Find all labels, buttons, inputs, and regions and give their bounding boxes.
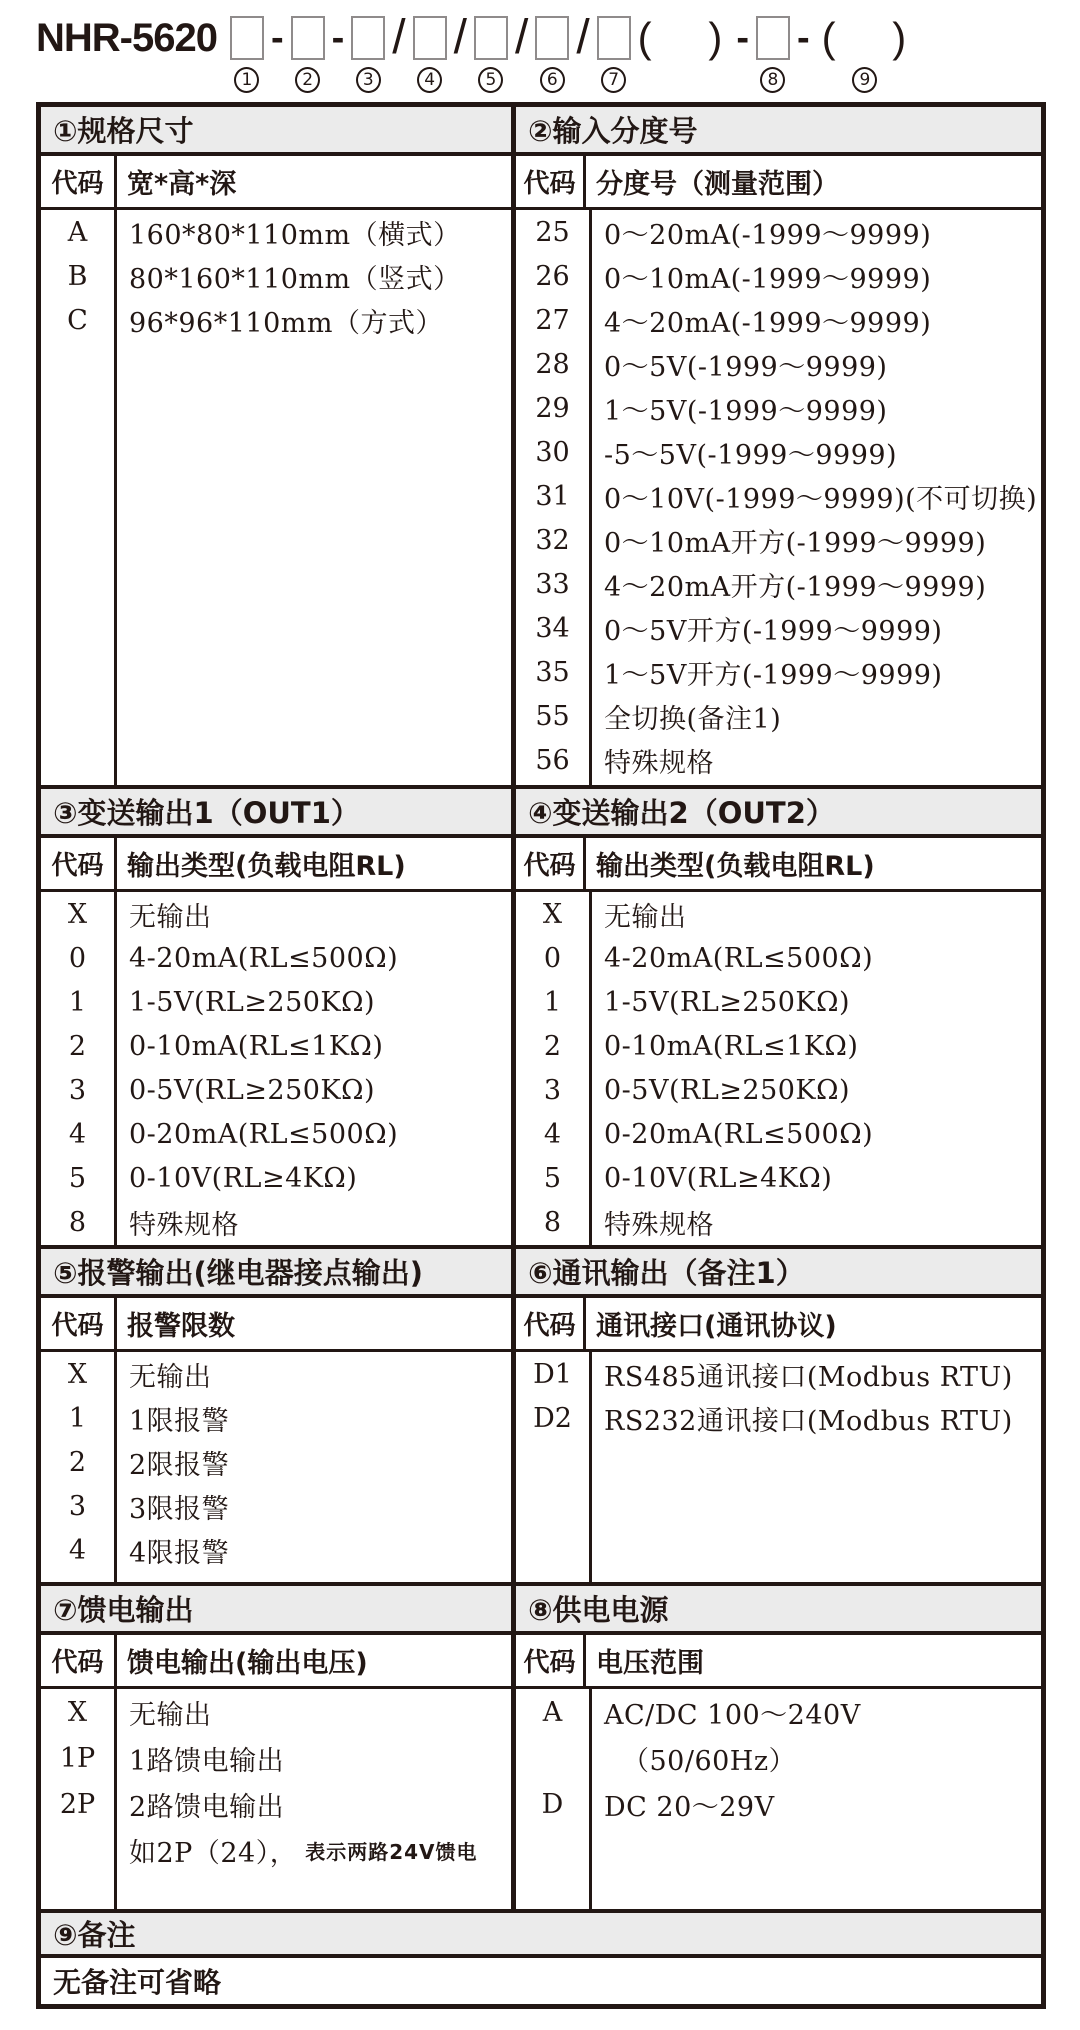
model-code-box-2 xyxy=(291,14,325,99)
body-5-6 xyxy=(41,1352,1041,1582)
code-cell: 4 xyxy=(41,1112,117,1156)
dash-separator: - xyxy=(796,17,810,59)
code-cell: 1 xyxy=(516,980,592,1024)
body-3-4 xyxy=(41,892,1041,1245)
code-cell: 4 xyxy=(516,1112,592,1156)
table-row xyxy=(41,298,511,342)
model-code-box-8 xyxy=(756,14,790,99)
model-code-box-3 xyxy=(351,14,385,99)
section-8-rows xyxy=(516,1689,1041,1909)
code-cell: 28 xyxy=(516,342,592,386)
code-cell xyxy=(41,1873,117,1909)
code-column-header: 代码 xyxy=(516,156,586,207)
code-column-header: 代码 xyxy=(41,1635,117,1686)
section-1-rows xyxy=(41,210,511,785)
circled-number-4: 4 xyxy=(417,67,442,93)
circled-number-3: 3 xyxy=(356,67,381,93)
position-number-slot xyxy=(540,67,565,99)
code-cell: 56 xyxy=(516,738,592,782)
position-number-slot xyxy=(356,67,381,99)
section-9-header xyxy=(41,1909,1041,1958)
table-row xyxy=(41,1352,511,1396)
code-column-header: 代码 xyxy=(41,1298,117,1349)
model-code-separator xyxy=(510,11,533,99)
table-row xyxy=(516,1352,1041,1396)
subheader-5-6 xyxy=(41,1298,1041,1352)
desc-cell xyxy=(117,342,511,785)
table-row xyxy=(41,1689,511,1735)
model-prefix: NHR-5620 xyxy=(36,16,217,60)
desc-cell: 0～5V开方(-1999～9999) xyxy=(604,615,943,647)
desc-cell xyxy=(592,782,1041,785)
desc-cell: 2路馈电输出 xyxy=(129,1791,285,1823)
section-7-header xyxy=(41,1586,511,1631)
section-6-header xyxy=(511,1249,1041,1294)
filler-row xyxy=(41,1873,511,1909)
desc-cell xyxy=(117,1873,511,1909)
section-1-title: ①规格尺寸 xyxy=(53,114,194,148)
section-4-header xyxy=(511,789,1041,834)
position-number-slot xyxy=(760,67,785,99)
desc-small-text: 表示两路24V馈电 xyxy=(305,1839,478,1864)
desc-cell: 0-10mA(RL≤1KΩ) xyxy=(604,1030,859,1062)
dash-separator: - xyxy=(736,17,749,59)
blank-box xyxy=(351,16,385,60)
table-row xyxy=(516,474,1041,518)
circled-number-5: 5 xyxy=(478,67,503,93)
section-4-rows xyxy=(516,892,1041,1245)
model-code-tokens xyxy=(229,11,914,99)
desc-cell: 4-20mA(RL≤500Ω) xyxy=(129,942,399,974)
slash-separator: / xyxy=(514,11,529,64)
code-cell: 31 xyxy=(516,474,592,518)
blank-box xyxy=(756,16,790,60)
filler-row xyxy=(41,1572,511,1582)
table-row xyxy=(516,650,1041,694)
model-code-separator xyxy=(792,14,815,99)
desc-cell: 无输出 xyxy=(129,901,212,933)
code-column-header: 代码 xyxy=(516,838,586,889)
table-row xyxy=(516,1068,1041,1112)
code-cell: 2 xyxy=(516,1024,592,1068)
circled-number-1: 1 xyxy=(234,67,259,93)
code-cell: D xyxy=(516,1781,592,1827)
position-number-slot xyxy=(478,67,503,99)
desc-cell: 0～10mA(-1999～9999) xyxy=(604,263,932,295)
paren-separator: ( ) xyxy=(821,14,909,61)
table-row xyxy=(41,1112,511,1156)
table-row xyxy=(516,298,1041,342)
code-cell: C xyxy=(41,298,117,342)
table-row xyxy=(41,1396,511,1440)
desc-column-header: 馈电输出(输出电压) xyxy=(127,1648,368,1679)
desc-cell: RS232通讯接口(Modbus RTU) xyxy=(604,1405,1013,1437)
slash-separator: / xyxy=(576,11,590,64)
code-cell xyxy=(516,1827,592,1909)
desc-cell: AC/DC 100～240V xyxy=(604,1699,861,1731)
desc-cell: 1限报警 xyxy=(129,1405,230,1437)
code-cell xyxy=(516,1244,592,1245)
desc-cell: -5～5V(-1999～9999) xyxy=(604,439,898,471)
section-8-header xyxy=(511,1586,1041,1631)
code-cell: 3 xyxy=(41,1068,117,1112)
table-row xyxy=(516,738,1041,782)
code-cell: 33 xyxy=(516,562,592,606)
code-cell: 1 xyxy=(41,1396,117,1440)
desc-cell xyxy=(592,1244,1041,1245)
desc-cell: 96*96*110mm（方式） xyxy=(129,307,443,339)
blank-box xyxy=(230,16,264,60)
table-row xyxy=(41,1440,511,1484)
code-cell: 5 xyxy=(516,1156,592,1200)
desc-column-header: 宽*高*深 xyxy=(127,169,237,200)
subheader-1-2 xyxy=(41,156,1041,210)
section-7-rows xyxy=(41,1689,511,1909)
code-cell xyxy=(516,1735,592,1781)
table-row xyxy=(516,562,1041,606)
model-code-box-1 xyxy=(230,14,264,99)
code-cell xyxy=(41,1827,117,1873)
model-code-box-5 xyxy=(474,14,508,99)
desc-cell: 0～20mA(-1999～9999) xyxy=(604,219,932,251)
desc-cell: 全切换(备注1) xyxy=(604,703,782,735)
desc-cell: 1-5V(RL≥250KΩ) xyxy=(604,986,851,1018)
desc-cell xyxy=(117,1572,511,1582)
desc-cell: 1-5V(RL≥250KΩ) xyxy=(129,986,376,1018)
section-5-header xyxy=(41,1249,511,1294)
code-cell: 0 xyxy=(41,936,117,980)
desc-cell: 无输出 xyxy=(129,1361,212,1393)
blank-box xyxy=(413,16,447,60)
code-cell: 35 xyxy=(516,650,592,694)
desc-cell: 3限报警 xyxy=(129,1493,230,1525)
code-cell: X xyxy=(41,1352,117,1396)
section-band-3-4 xyxy=(41,785,1041,838)
code-cell: 2P xyxy=(41,1781,117,1827)
code-cell xyxy=(41,1244,117,1245)
desc-column-header: 输出类型(负载电阻RL) xyxy=(127,851,406,882)
table-row xyxy=(516,892,1041,936)
section-6-rows xyxy=(516,1352,1041,1582)
blank-box xyxy=(291,16,325,60)
code-cell: 29 xyxy=(516,386,592,430)
filler-row xyxy=(516,1827,1041,1909)
table-row xyxy=(516,1396,1041,1440)
code-cell: 55 xyxy=(516,694,592,738)
table-row xyxy=(516,518,1041,562)
desc-column-header: 通讯接口(通讯协议) xyxy=(596,1311,837,1342)
position-number-slot xyxy=(852,67,877,99)
code-cell: 3 xyxy=(516,1068,592,1112)
code-cell: 5 xyxy=(41,1156,117,1200)
code-cell: X xyxy=(516,892,592,936)
desc-cell: 0-10V(RL≥4KΩ) xyxy=(129,1162,358,1194)
model-code-box-6 xyxy=(535,14,569,99)
table-row xyxy=(41,1024,511,1068)
table-row xyxy=(41,1200,511,1244)
blank-box xyxy=(535,16,569,60)
desc-cell: 1～5V(-1999～9999) xyxy=(604,395,888,427)
table-row xyxy=(41,936,511,980)
table-row xyxy=(41,892,511,936)
section-2-title: ②输入分度号 xyxy=(528,114,698,148)
desc-cell xyxy=(592,1827,1041,1909)
blank-box xyxy=(474,16,508,60)
desc-cell: 无输出 xyxy=(604,901,687,933)
desc-column-header: 分度号（测量范围） xyxy=(596,169,839,200)
section-8-title: ⑧供电电源 xyxy=(528,1593,669,1627)
desc-cell: 80*160*110mm（竖式） xyxy=(129,263,461,295)
body-7-8 xyxy=(41,1689,1041,1909)
model-code-separator xyxy=(449,11,472,99)
section-band-7-8 xyxy=(41,1582,1041,1635)
filler-row xyxy=(516,1244,1041,1245)
code-cell: X xyxy=(41,1689,117,1735)
table-row xyxy=(41,254,511,298)
paren-separator: ( ) xyxy=(637,14,725,61)
desc-column-header: 电压范围 xyxy=(596,1648,704,1679)
section-2-header xyxy=(511,107,1041,152)
table-row xyxy=(516,1735,1041,1781)
position-number-slot xyxy=(234,67,259,99)
section-6-title: ⑥通讯输出（备注1） xyxy=(528,1256,805,1290)
code-cell: 30 xyxy=(516,430,592,474)
section-band-1-2 xyxy=(41,107,1041,156)
circled-number-2: 2 xyxy=(295,67,320,93)
table-row xyxy=(516,386,1041,430)
desc-cell: 0-20mA(RL≤500Ω) xyxy=(129,1118,399,1150)
model-code-separator xyxy=(633,14,730,99)
desc-cell: 0-10mA(RL≤1KΩ) xyxy=(129,1030,384,1062)
code-cell: D1 xyxy=(516,1352,592,1396)
table-row xyxy=(516,430,1041,474)
position-number-slot xyxy=(295,67,320,99)
section-3-title: ③变送输出1（OUT1） xyxy=(53,796,360,830)
table-row xyxy=(516,254,1041,298)
model-code-box-7 xyxy=(597,14,631,99)
code-cell: 26 xyxy=(516,254,592,298)
code-cell: 2 xyxy=(41,1440,117,1484)
desc-cell: 如2P（24）， 表示两路24V馈电 xyxy=(129,1837,478,1869)
code-cell: X xyxy=(41,892,117,936)
slash-separator: / xyxy=(453,11,467,64)
desc-cell: 4～20mA开方(-1999～9999) xyxy=(604,571,987,603)
table-row xyxy=(516,936,1041,980)
position-number-slot xyxy=(601,67,626,99)
table-row xyxy=(41,1735,511,1781)
table-row xyxy=(516,694,1041,738)
desc-cell xyxy=(117,1244,511,1245)
circled-number-7: 7 xyxy=(601,67,626,93)
table-row xyxy=(516,1156,1041,1200)
desc-cell: 4～20mA(-1999～9999) xyxy=(604,307,932,339)
circled-number-8: 8 xyxy=(760,67,785,93)
section-2-rows xyxy=(516,210,1041,785)
code-cell: 8 xyxy=(516,1200,592,1244)
ordering-spec-table xyxy=(36,102,1046,2009)
section-3-header xyxy=(41,789,511,834)
dash-separator: - xyxy=(331,17,345,59)
filler-row xyxy=(41,342,511,785)
desc-cell: 0～10mA开方(-1999～9999) xyxy=(604,527,987,559)
desc-cell: DC 20～29V xyxy=(604,1791,775,1823)
desc-cell: 2限报警 xyxy=(129,1449,230,1481)
code-cell: A xyxy=(41,210,117,254)
filler-row xyxy=(41,1244,511,1245)
table-row xyxy=(516,606,1041,650)
desc-cell: 特殊规格 xyxy=(129,1209,239,1241)
desc-cell: 0-5V(RL≥250KΩ) xyxy=(129,1074,376,1106)
desc-cell: 0-5V(RL≥250KΩ) xyxy=(604,1074,851,1106)
desc-cell: 0-20mA(RL≤500Ω) xyxy=(604,1118,874,1150)
desc-cell: 1路馈电输出 xyxy=(129,1745,285,1777)
section-band-5-6 xyxy=(41,1245,1041,1298)
desc-cell: 0-10V(RL≥4KΩ) xyxy=(604,1162,833,1194)
table-row xyxy=(516,1024,1041,1068)
code-cell: 2 xyxy=(41,1024,117,1068)
desc-column-header: 报警限数 xyxy=(127,1311,235,1342)
dash-separator: - xyxy=(270,17,284,59)
position-number-slot xyxy=(417,67,442,99)
model-code-separator xyxy=(571,11,594,99)
section-4-title: ④变送输出2（OUT2） xyxy=(528,796,835,830)
section-5-rows xyxy=(41,1352,511,1582)
code-cell xyxy=(516,1440,592,1582)
desc-cell: （50/60Hz） xyxy=(622,1745,797,1777)
subheader-3-4 xyxy=(41,838,1041,892)
code-cell: 34 xyxy=(516,606,592,650)
model-code-separator xyxy=(731,14,754,99)
code-cell: 25 xyxy=(516,210,592,254)
table-row xyxy=(41,1484,511,1528)
code-cell: A xyxy=(516,1689,592,1735)
table-row xyxy=(41,1068,511,1112)
desc-cell: 4-20mA(RL≤500Ω) xyxy=(604,942,874,974)
code-cell: D2 xyxy=(516,1396,592,1440)
table-row xyxy=(516,1689,1041,1735)
subheader-7-8 xyxy=(41,1635,1041,1689)
code-cell: 1P xyxy=(41,1735,117,1781)
table-row xyxy=(516,210,1041,254)
code-column-header: 代码 xyxy=(516,1298,586,1349)
desc-cell: 特殊规格 xyxy=(604,747,714,779)
body-1-2 xyxy=(41,210,1041,785)
desc-cell: 0～5V(-1999～9999) xyxy=(604,351,888,383)
code-column-header: 代码 xyxy=(41,838,117,889)
desc-column-header: 输出类型(负载电阻RL) xyxy=(596,851,875,882)
desc-cell: 4限报警 xyxy=(129,1537,230,1569)
code-column-header: 代码 xyxy=(41,156,117,207)
desc-cell: 160*80*110mm（横式） xyxy=(129,219,461,251)
table-row xyxy=(41,1827,511,1873)
table-row xyxy=(41,210,511,254)
slash-separator: / xyxy=(392,11,406,64)
circled-number-6: 6 xyxy=(540,67,565,93)
code-cell: 4 xyxy=(41,1528,117,1572)
code-cell: 32 xyxy=(516,518,592,562)
model-code-separator xyxy=(817,14,914,99)
filler-row xyxy=(516,782,1041,785)
remark-note: 无备注可省略 xyxy=(53,1966,222,1999)
table-row xyxy=(516,980,1041,1024)
section-5-title: ⑤报警输出(继电器接点输出) xyxy=(53,1256,424,1290)
table-row xyxy=(41,1781,511,1827)
code-cell xyxy=(516,782,592,785)
model-code-box-4 xyxy=(413,14,447,99)
desc-cell: 0～10V(-1999～9999)(不可切换) xyxy=(604,483,1038,515)
desc-cell: 1～5V开方(-1999～9999) xyxy=(604,659,943,691)
table-row xyxy=(516,342,1041,386)
table-row xyxy=(41,980,511,1024)
section-9-title: ⑨备注 xyxy=(53,1918,136,1952)
model-code-separator xyxy=(266,14,289,99)
section-3-rows xyxy=(41,892,511,1245)
section-1-header xyxy=(41,107,511,152)
model-code-separator xyxy=(327,14,350,99)
section-7-title: ⑦馈电输出 xyxy=(53,1593,194,1627)
code-cell: 0 xyxy=(516,936,592,980)
table-row xyxy=(41,1156,511,1200)
code-column-header: 代码 xyxy=(516,1635,586,1686)
code-cell xyxy=(41,342,117,785)
desc-cell xyxy=(592,1440,1041,1582)
table-row xyxy=(516,1200,1041,1244)
code-cell: 3 xyxy=(41,1484,117,1528)
model-code-line xyxy=(0,0,1080,102)
code-cell xyxy=(41,1572,117,1582)
table-row xyxy=(41,1528,511,1572)
desc-cell: RS485通讯接口(Modbus RTU) xyxy=(604,1361,1013,1393)
code-cell: 27 xyxy=(516,298,592,342)
model-code-separator xyxy=(387,11,410,99)
code-cell: 1 xyxy=(41,980,117,1024)
circled-number-9: 9 xyxy=(852,67,877,93)
desc-cell: 无输出 xyxy=(129,1699,212,1731)
table-row xyxy=(516,1781,1041,1827)
code-cell: B xyxy=(41,254,117,298)
code-cell: 8 xyxy=(41,1200,117,1244)
desc-cell: 特殊规格 xyxy=(604,1209,714,1241)
table-row xyxy=(516,1112,1041,1156)
blank-box xyxy=(597,16,631,60)
filler-row xyxy=(516,1440,1041,1582)
